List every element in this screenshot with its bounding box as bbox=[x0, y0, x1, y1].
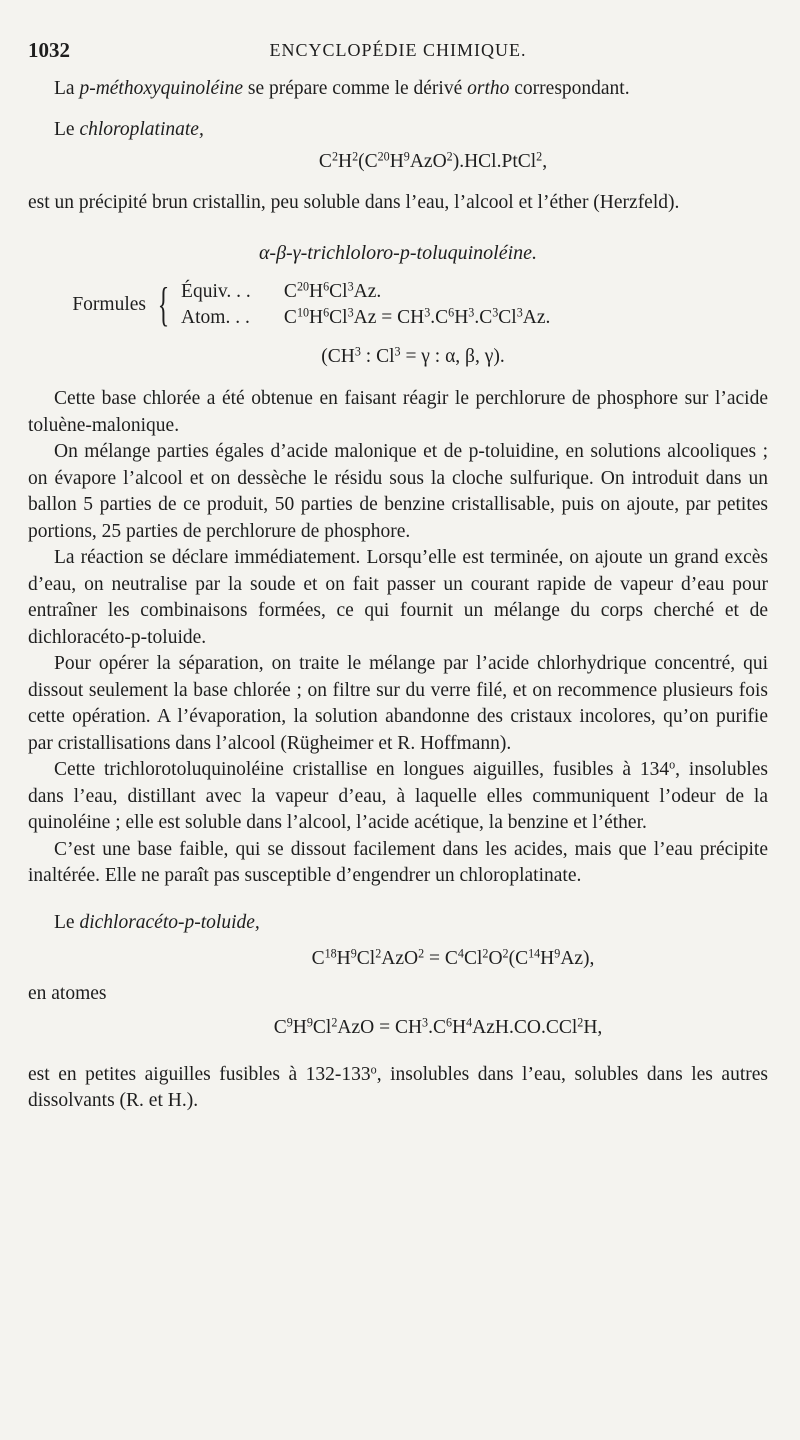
paragraph-reaction: La réaction se déclare immédiatement. Lorsqu’elle est terminée, on ajoute un grand excès d’eau, on neutralise par la soude et on fait passer un courant rapide de vapeur d’eau pour entraîner les combinaisons formées, ce qui fournit un mélange du corps cherché et de dichloracéto-p-toluide. bbox=[28, 547, 768, 648]
formules-block bbox=[28, 279, 768, 332]
formules-label: Formules bbox=[72, 293, 146, 315]
label-en-atomes: en atomes bbox=[28, 982, 107, 1004]
formula-chloroplatinate: $C^2H^2(C^{20}H^9AzO^2).HCl.PtCl^2$, bbox=[318, 149, 548, 172]
running-title: ENCYCLOPÉDIE CHIMIQUE. bbox=[269, 40, 527, 60]
formula-positions: ($CH^3$ : $Cl^3 = \gamma$ : α, β, γ). bbox=[321, 343, 505, 367]
paragraph-separation: Pour opérer la séparation, on traite le mélange par l’acide chlorhydrique concentré, qui dissout seulement la base chlorée ; on filtre sur du verre filé, et on recommence plusieurs fois cette opération. A l’évaporation, la solution abandonne des cristaux incolores, qu’on purifie par cristallisations dans l’alcool (Rügheimer et R. Hoffmann). bbox=[28, 653, 768, 754]
paragraph-precipite: est un précipité brun cristallin, peu soluble dans l’eau, l’alcool et l’éther (Herzfeld). bbox=[28, 191, 680, 213]
page-number: 1032 bbox=[28, 38, 70, 62]
brace-icon: { bbox=[157, 278, 170, 331]
formule-equiv: Équiv. . . $C^{20}H^6Cl^3Az$. bbox=[181, 278, 382, 302]
paragraph-aiguilles: est en petites aiguilles fusibles à 132-133$^o$, insolubles dans l’eau, solubles dans les autres dissolvants (R. et H.). bbox=[28, 1061, 768, 1111]
formula-dichloraceto: $C^{18}H^9Cl^2AzO^2 = C^4Cl^2O^2(C^{14}H^9Az)$, bbox=[311, 946, 595, 969]
paragraph-chloroplatinate: Le chloroplatinate, bbox=[54, 118, 204, 140]
paragraph-dichloraceto: Le dichloracéto-p-toluide, bbox=[54, 911, 260, 933]
section-title: α-β-γ-trichloloro-p-toluquinoléine. bbox=[258, 242, 538, 264]
paragraph-obtention: Cette base chlorée a été obtenue en faisant réagir le perchlorure de phosphore sur l’acide toluène-malonique. bbox=[28, 388, 768, 436]
formules-lines bbox=[181, 279, 550, 332]
page-header bbox=[28, 38, 768, 68]
paragraph-methoxyquinoleine: La p-méthoxyquinoléine se prépare comme le dérivé ortho correspondant. bbox=[54, 78, 630, 99]
page-body bbox=[28, 76, 768, 1115]
paragraph-base-faible: C’est une base faible, qui se dissout facilement dans les acides, mais que l’eau précipite inaltérée. Elle ne paraît pas susceptible d’engendrer un chloroplatinate. bbox=[28, 838, 768, 886]
formula-atomes: $C^9H^9Cl^2AzO = CH^3.C^6H^4AzH.CO.CCl^2H$, bbox=[273, 1015, 603, 1038]
formule-atom: Atom. . . $C^{10}H^6Cl^3Az = CH^3.C^6H^3.C^3Cl^3Az$. bbox=[181, 305, 551, 328]
paragraph-melange: On mélange parties égales d’acide malonique et de p-toluidine, en solutions alcooliques ; on évapore l’alcool et on dessèche le résidu sous la cloche sulfurique. On introduit dans un ballon 5 parties de ce produit, 50 parties de benzine cristallisable, puis on ajoute, par petites portions, 25 parties de perchlorure de phosphore. bbox=[28, 441, 768, 542]
paragraph-cristallisation: Cette trichlorotoluquinoléine cristallise en longues aiguilles, fusibles à 134$^o$, insolubles dans l’eau, distillant avec la vapeur d’eau, à laquelle elles communiquent l’odeur de la quinoléine ; elle est soluble dans l’alcool, l’acide acétique, la benzine et l’éther. bbox=[28, 757, 768, 833]
